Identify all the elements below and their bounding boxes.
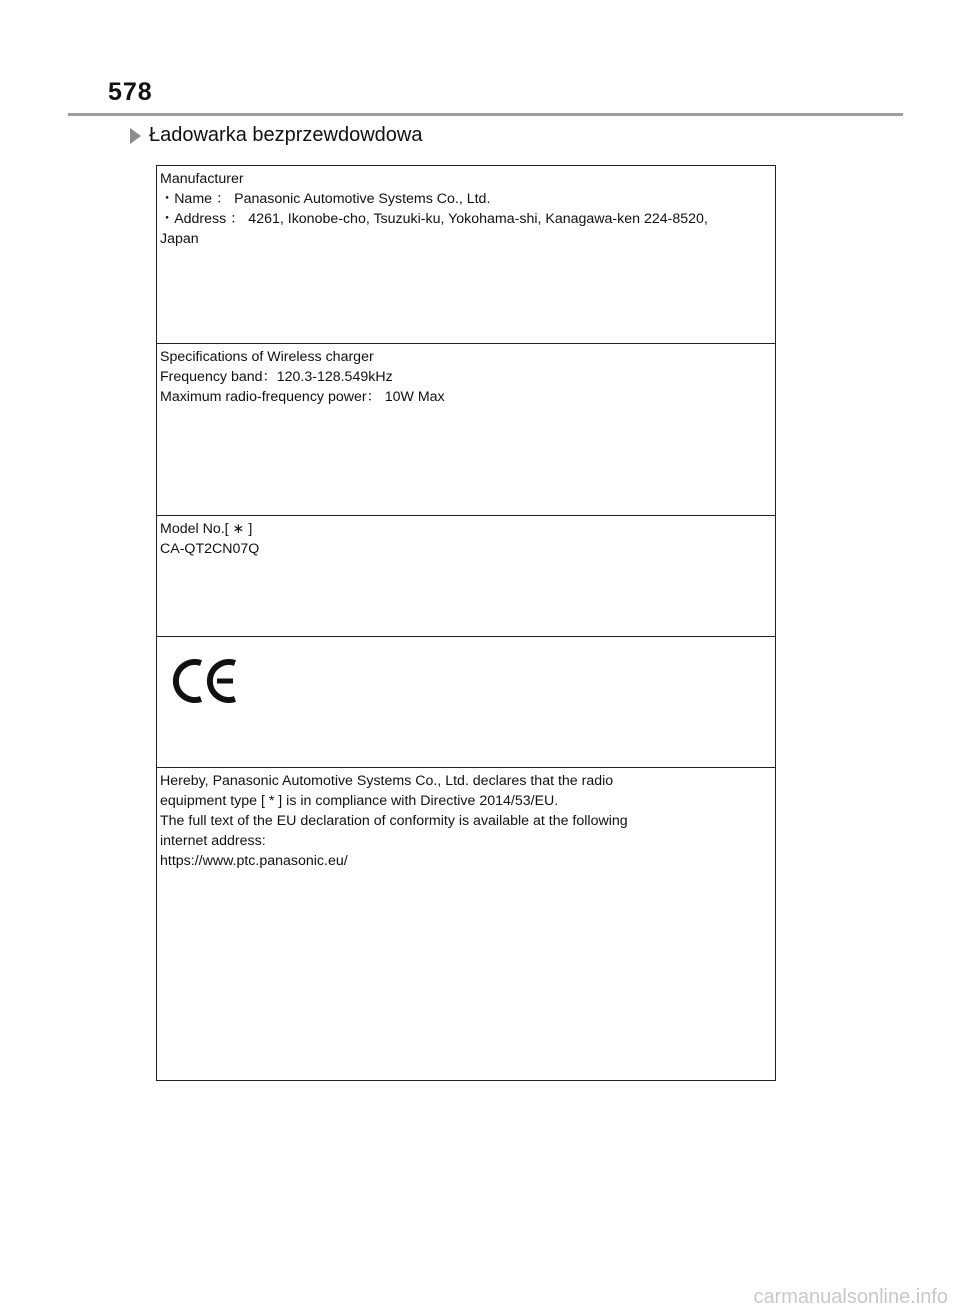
ce-mark-cell xyxy=(157,637,775,768)
declaration-line-4: internet address: xyxy=(160,833,266,849)
footer-watermark: carmanualsonline.info xyxy=(753,1286,948,1308)
specifications-cell xyxy=(157,344,775,516)
section-heading xyxy=(130,124,423,147)
manufacturer-address: ・Address ： 4261, Ikonobe-cho, Tsuzuki-ku, Yokohama-shi, Kanagawa-ken 224-8520, xyxy=(160,211,708,227)
frequency-band: Frequency band：120.3-128.549kHz xyxy=(160,369,393,385)
header-divider xyxy=(68,113,903,116)
declaration-cell xyxy=(157,768,775,1080)
max-rf-power: Maximum radio-frequency power： 10W Max xyxy=(160,389,445,405)
manufacturer-cell xyxy=(157,166,775,344)
model-value: CA-QT2CN07Q xyxy=(160,541,260,557)
manufacturer-title: Manufacturer xyxy=(160,171,244,187)
manufacturer-name: ・Name ： Panasonic Automotive Systems Co., Ltd. xyxy=(160,191,491,207)
model-title: Model No.[ ∗ ] xyxy=(160,521,253,537)
declaration-url: https://www.ptc.panasonic.eu/ xyxy=(160,853,348,869)
triangle-bullet-icon xyxy=(130,128,141,144)
manufacturer-address-cont: Japan xyxy=(160,231,199,247)
specifications-title: Specifications of Wireless charger xyxy=(160,349,374,365)
declaration-line-3: The full text of the EU declaration of conformity is available at the following xyxy=(160,813,628,829)
info-table xyxy=(156,165,776,1081)
page-number: 578 xyxy=(108,78,153,106)
declaration-line-2: equipment type [ * ] is in compliance with Directive 2014/53/EU. xyxy=(160,793,559,809)
ce-mark-icon xyxy=(171,657,241,705)
model-cell xyxy=(157,516,775,637)
declaration-line-1: Hereby, Panasonic Automotive Systems Co., Ltd. declares that the radio xyxy=(160,773,614,789)
section-heading-text: Ładowarka bezprzewdowdowa xyxy=(149,124,423,146)
